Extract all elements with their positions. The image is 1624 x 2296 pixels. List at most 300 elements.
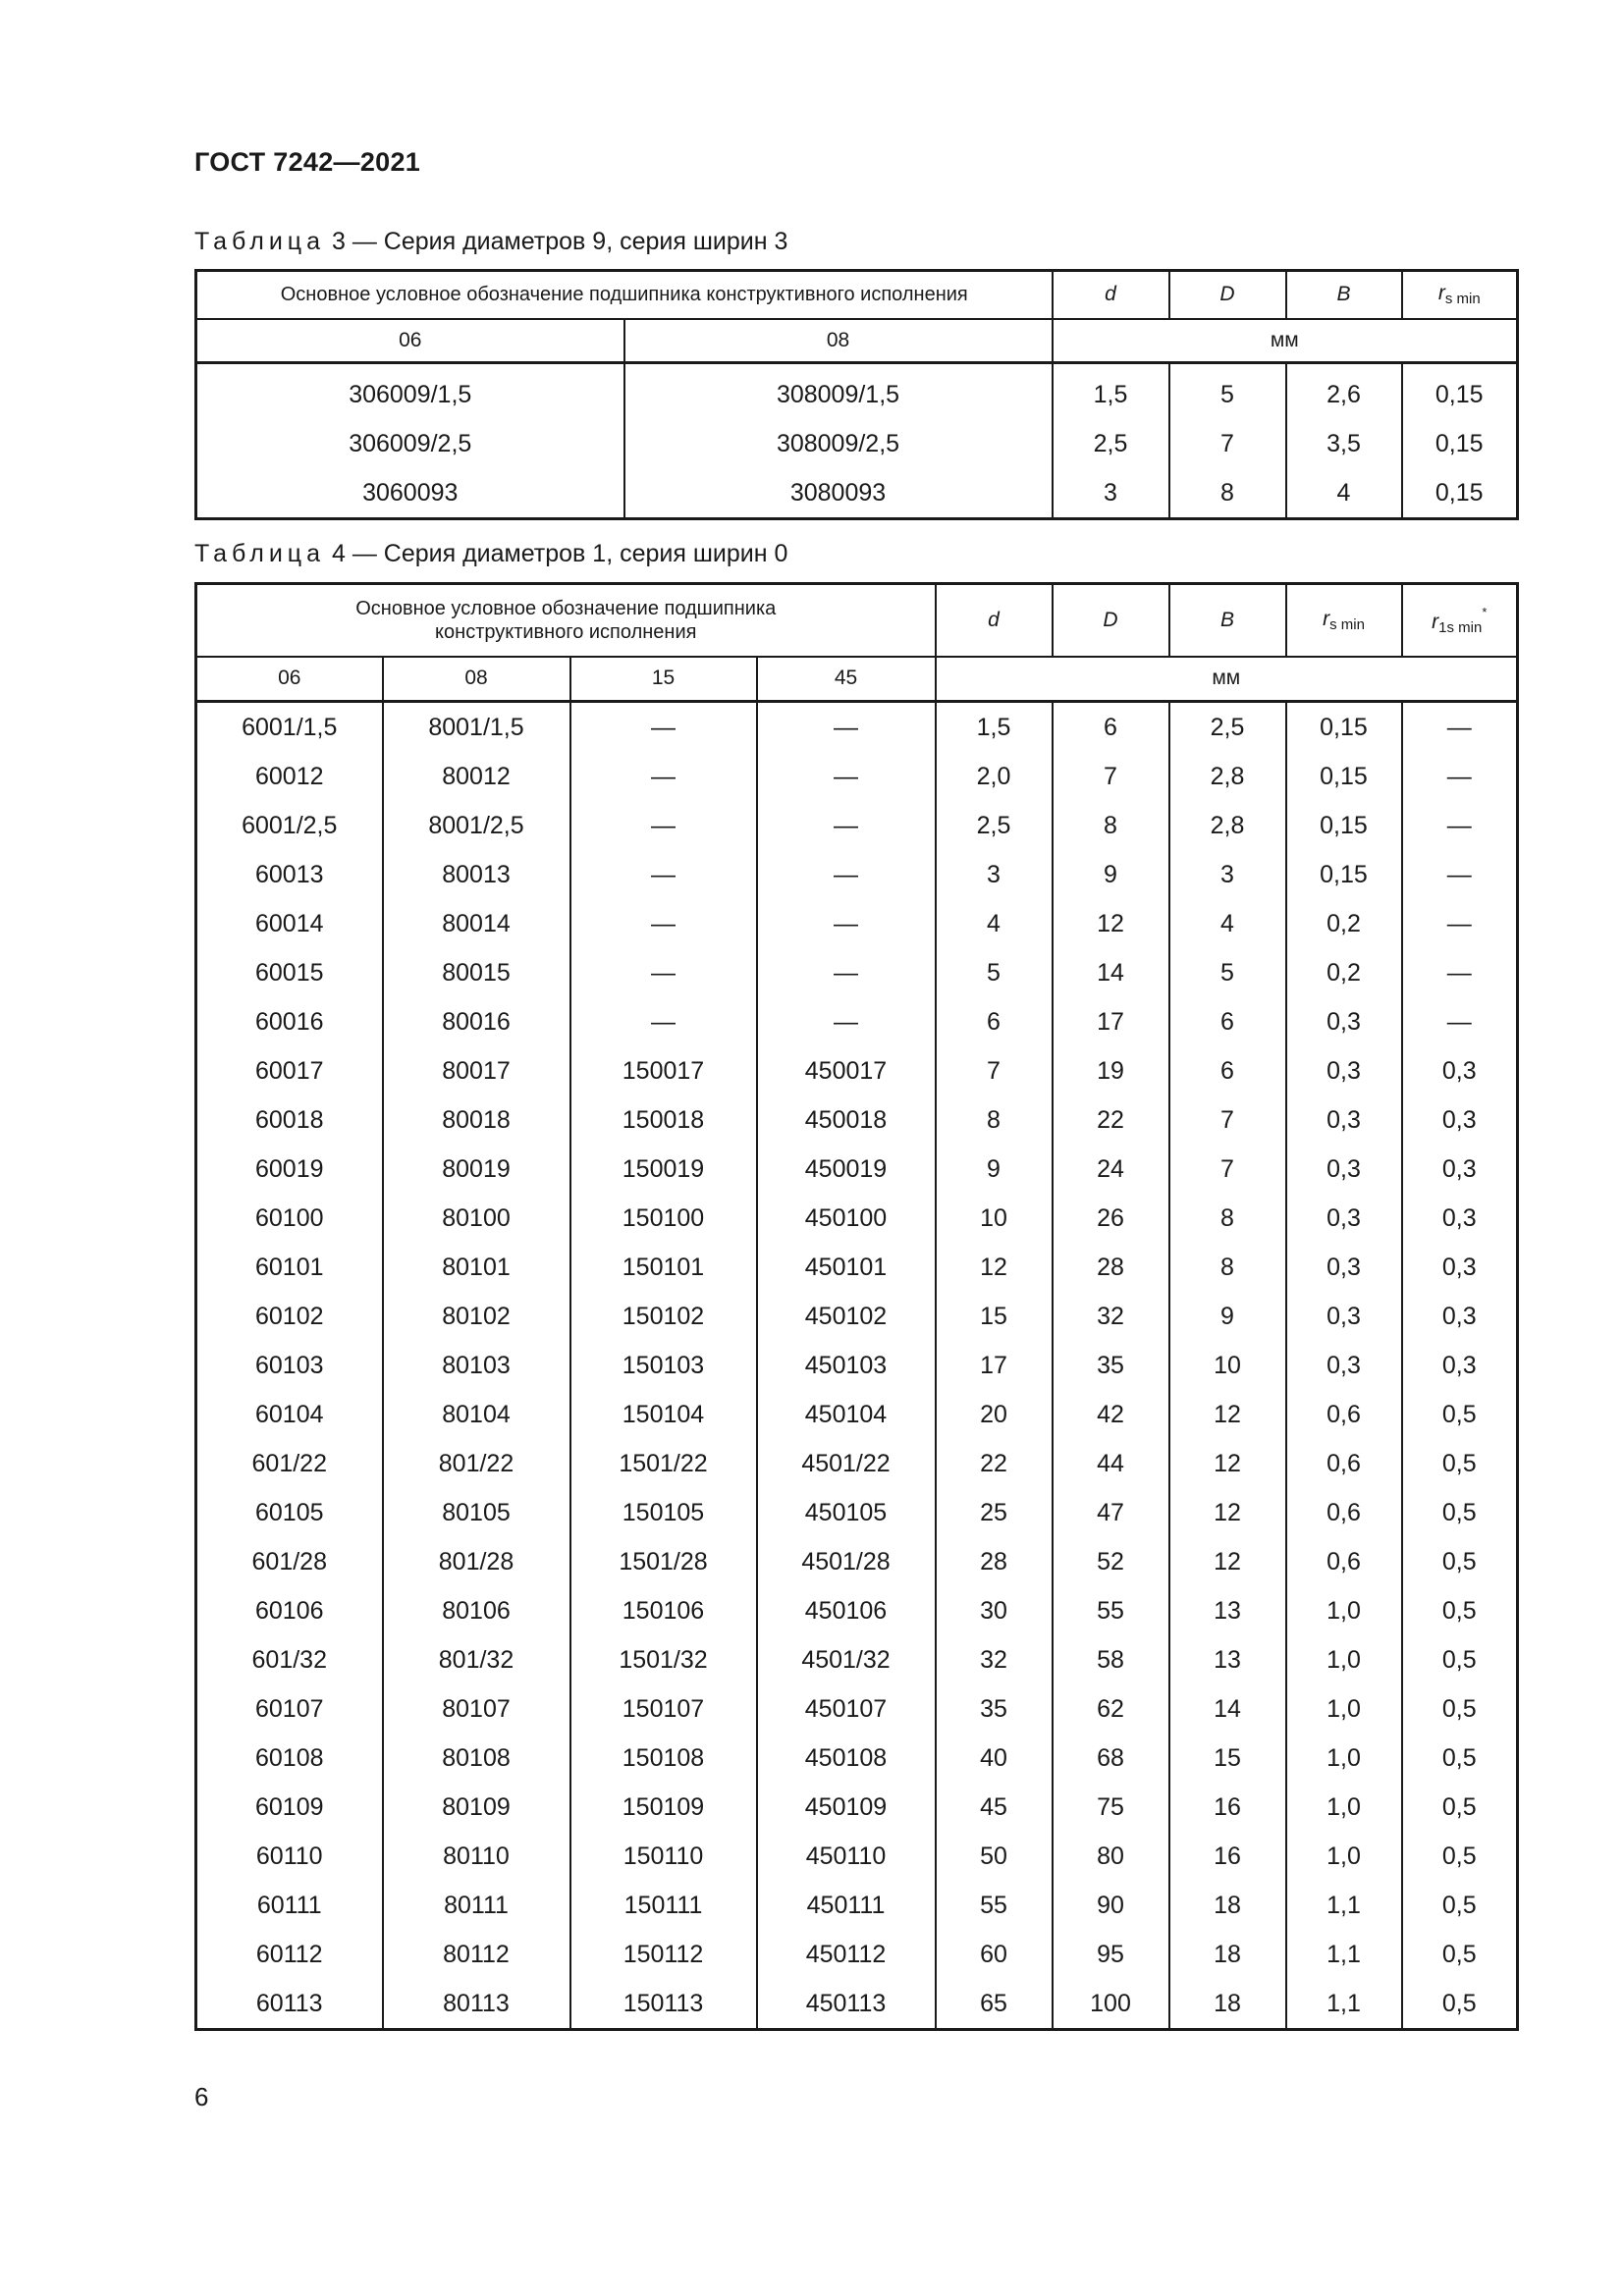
table-cell: 0,5 [1402, 1390, 1518, 1439]
table-4-caption [194, 540, 787, 568]
table-cell: 26 [1053, 1194, 1169, 1243]
table-row [196, 1586, 1518, 1635]
table-cell: 450109 [757, 1783, 936, 1832]
table-cell: 1,5 [1053, 363, 1169, 420]
table-cell: 9 [1053, 850, 1169, 899]
table-cell: 7 [936, 1046, 1053, 1095]
table-3-D-header [1169, 271, 1286, 319]
table-row [196, 1046, 1518, 1095]
table-cell: 0,3 [1286, 1095, 1402, 1145]
table-cell: 601/22 [196, 1439, 383, 1488]
table-cell: 6 [1169, 1046, 1286, 1095]
table-row [196, 1341, 1518, 1390]
table-cell: 60108 [196, 1734, 383, 1783]
table-cell: 4 [1169, 899, 1286, 948]
table-cell: — [570, 899, 757, 948]
table-cell: 20 [936, 1390, 1053, 1439]
table-cell: 150103 [570, 1341, 757, 1390]
table-cell: 601/32 [196, 1635, 383, 1684]
table-cell: 16 [1169, 1832, 1286, 1881]
table-4-code-15: 15 [570, 657, 757, 702]
table-cell: 90 [1053, 1881, 1169, 1930]
table-4-rs-min-header [1286, 584, 1402, 657]
table-cell: 7 [1053, 752, 1169, 801]
table-cell: 60013 [196, 850, 383, 899]
table-cell: 0,3 [1402, 1145, 1518, 1194]
table-cell: 18 [1169, 1979, 1286, 2030]
table-cell: 0,3 [1402, 1243, 1518, 1292]
table-cell: — [757, 948, 936, 997]
table-cell: 47 [1053, 1488, 1169, 1537]
table-4-d-symbol: d [988, 608, 1000, 631]
table-cell: 60014 [196, 899, 383, 948]
table-cell: 450108 [757, 1734, 936, 1783]
table-row [196, 1930, 1518, 1979]
table-row [196, 363, 1518, 420]
table-cell: 1,0 [1286, 1635, 1402, 1684]
table-cell: 15 [1169, 1734, 1286, 1783]
table-cell: 60110 [196, 1832, 383, 1881]
document-id: ГОСТ 7242—2021 [194, 147, 421, 177]
table-4-caption-word: Таблица [194, 540, 326, 567]
table-cell: 450105 [757, 1488, 936, 1537]
table-3-B-header [1286, 271, 1402, 319]
table-cell: — [570, 702, 757, 753]
table-cell: 16 [1169, 1783, 1286, 1832]
table-cell: 1,0 [1286, 1684, 1402, 1734]
table-cell: 10 [1169, 1341, 1286, 1390]
table-3-rs-subscript: s min [1444, 291, 1481, 308]
table-cell: 2,5 [1169, 702, 1286, 753]
table-cell: 8001/2,5 [383, 801, 570, 850]
table-cell: 0,15 [1286, 801, 1402, 850]
table-cell: 60100 [196, 1194, 383, 1243]
table-3-D-symbol: D [1219, 283, 1235, 306]
table-cell: 450017 [757, 1046, 936, 1095]
table-row [196, 1537, 1518, 1586]
table-cell: 12 [1053, 899, 1169, 948]
table-cell: 0,5 [1402, 1979, 1518, 2030]
table-cell: 8 [1169, 468, 1286, 519]
table-cell: 9 [1169, 1292, 1286, 1341]
table-cell: — [1402, 899, 1518, 948]
table-cell: 80015 [383, 948, 570, 997]
table-row [196, 1194, 1518, 1243]
table-cell: — [570, 948, 757, 997]
table-cell: 60109 [196, 1783, 383, 1832]
table-cell: 450101 [757, 1243, 936, 1292]
table-3-d-header [1053, 271, 1169, 319]
table-3-caption [194, 228, 787, 256]
table-row [196, 752, 1518, 801]
table-row [196, 801, 1518, 850]
table-row [196, 1243, 1518, 1292]
table-cell: 8 [1169, 1194, 1286, 1243]
table-cell: 4501/32 [757, 1635, 936, 1684]
table-cell: 0,15 [1286, 850, 1402, 899]
table-row [196, 1390, 1518, 1439]
table-cell: 0,5 [1402, 1684, 1518, 1734]
table-cell: 1,5 [936, 702, 1053, 753]
table-row [196, 1292, 1518, 1341]
table-cell: 60101 [196, 1243, 383, 1292]
table-cell: 0,5 [1402, 1439, 1518, 1488]
table-cell: 150109 [570, 1783, 757, 1832]
table-cell: 3 [1169, 850, 1286, 899]
table-cell: 0,15 [1402, 419, 1518, 468]
table-cell: 25 [936, 1488, 1053, 1537]
table-cell: 450018 [757, 1095, 936, 1145]
table-cell: 8001/1,5 [383, 702, 570, 753]
table-cell: — [570, 850, 757, 899]
table-cell: 80 [1053, 1832, 1169, 1881]
table-cell: 80106 [383, 1586, 570, 1635]
table-cell: 60019 [196, 1145, 383, 1194]
table-cell: 9 [936, 1145, 1053, 1194]
table-cell: 0,5 [1402, 1488, 1518, 1537]
table-cell: 150113 [570, 1979, 757, 2030]
table-cell: 150104 [570, 1390, 757, 1439]
table-cell: 80104 [383, 1390, 570, 1439]
table-4-unit: мм [936, 657, 1518, 702]
table-cell: 60107 [196, 1684, 383, 1734]
table-cell: 1,0 [1286, 1832, 1402, 1881]
table-cell: 450106 [757, 1586, 936, 1635]
table-row [196, 468, 1518, 519]
table-cell: 150107 [570, 1684, 757, 1734]
table-cell: 0,3 [1286, 1292, 1402, 1341]
table-cell: 1,0 [1286, 1783, 1402, 1832]
table-row [196, 419, 1518, 468]
table-cell: 8 [936, 1095, 1053, 1145]
table-3 [194, 269, 1519, 520]
table-cell: 150101 [570, 1243, 757, 1292]
table-cell: 0,3 [1402, 1292, 1518, 1341]
table-cell: 150019 [570, 1145, 757, 1194]
table-cell: 0,3 [1286, 1046, 1402, 1095]
table-cell: 12 [936, 1243, 1053, 1292]
table-3-rs-symbol: r [1437, 282, 1445, 305]
table-cell: 0,5 [1402, 1734, 1518, 1783]
table-cell: 80019 [383, 1145, 570, 1194]
table-cell: 2,8 [1169, 801, 1286, 850]
table-cell: 0,5 [1402, 1930, 1518, 1979]
table-cell: — [1402, 850, 1518, 899]
table-4-code-06: 06 [196, 657, 383, 702]
table-cell: 0,5 [1402, 1537, 1518, 1586]
table-cell: 35 [936, 1684, 1053, 1734]
table-cell: 60111 [196, 1881, 383, 1930]
table-cell: 62 [1053, 1684, 1169, 1734]
table-cell: 13 [1169, 1635, 1286, 1684]
table-cell: 60012 [196, 752, 383, 801]
table-3-rs-min-header [1402, 271, 1518, 319]
table-cell: 450100 [757, 1194, 936, 1243]
table-4-rs-subscript: s min [1329, 615, 1365, 633]
table-row [196, 1979, 1518, 2030]
table-4-r1s-footnote-mark: * [1482, 604, 1488, 619]
table-cell: 60103 [196, 1341, 383, 1390]
table-cell: 60113 [196, 1979, 383, 2030]
table-cell: 32 [936, 1635, 1053, 1684]
table-cell: 68 [1053, 1734, 1169, 1783]
table-cell: 601/28 [196, 1537, 383, 1586]
table-cell: 3060093 [196, 468, 624, 519]
table-cell: 0,3 [1286, 1145, 1402, 1194]
table-cell: 150017 [570, 1046, 757, 1095]
table-cell: 0,3 [1286, 997, 1402, 1046]
table-cell: 6001/1,5 [196, 702, 383, 753]
table-cell: 12 [1169, 1439, 1286, 1488]
table-3-designation-header: Основное условное обозначение подшипника конструктивного исполнения [196, 271, 1053, 319]
page-number: 6 [194, 2082, 209, 2111]
table-cell: 80016 [383, 997, 570, 1046]
table-cell: 60106 [196, 1586, 383, 1635]
table-cell: 0,5 [1402, 1881, 1518, 1930]
table-cell: 0,15 [1286, 752, 1402, 801]
table-cell: 40 [936, 1734, 1053, 1783]
table-cell: 450107 [757, 1684, 936, 1734]
table-cell: 6001/2,5 [196, 801, 383, 850]
table-cell: 10 [936, 1194, 1053, 1243]
table-row [196, 1832, 1518, 1881]
table-cell: — [757, 801, 936, 850]
table-cell: 8 [1169, 1243, 1286, 1292]
table-row [196, 948, 1518, 997]
table-row [196, 1684, 1518, 1734]
table-cell: 4 [1286, 468, 1402, 519]
table-cell: 0,3 [1402, 1046, 1518, 1095]
table-cell: 80100 [383, 1194, 570, 1243]
table-4-D-symbol: D [1103, 608, 1118, 631]
table-cell: 80103 [383, 1341, 570, 1390]
table-cell: 2,5 [936, 801, 1053, 850]
table-3-code-06: 06 [196, 319, 624, 363]
table-cell: 0,6 [1286, 1439, 1402, 1488]
table-cell: 80109 [383, 1783, 570, 1832]
table-cell: 308009/1,5 [624, 363, 1053, 420]
table-cell: — [1402, 948, 1518, 997]
table-cell: 150105 [570, 1488, 757, 1537]
table-cell: — [757, 997, 936, 1046]
table-cell: 12 [1169, 1537, 1286, 1586]
table-row [196, 1734, 1518, 1783]
table-cell: 65 [936, 1979, 1053, 2030]
table-cell: 7 [1169, 1145, 1286, 1194]
table-cell: — [570, 997, 757, 1046]
table-cell: 150106 [570, 1586, 757, 1635]
table-cell: 450102 [757, 1292, 936, 1341]
table-cell: 35 [1053, 1341, 1169, 1390]
table-cell: 28 [936, 1537, 1053, 1586]
table-cell: 150102 [570, 1292, 757, 1341]
table-4-code-08: 08 [383, 657, 570, 702]
table-cell: — [757, 850, 936, 899]
table-cell: — [757, 752, 936, 801]
table-cell: — [570, 801, 757, 850]
table-cell: 150108 [570, 1734, 757, 1783]
table-cell: 1,1 [1286, 1930, 1402, 1979]
table-cell: 28 [1053, 1243, 1169, 1292]
table-cell: 60016 [196, 997, 383, 1046]
table-cell: 150110 [570, 1832, 757, 1881]
table-cell: 7 [1169, 1095, 1286, 1145]
table-cell: 0,6 [1286, 1488, 1402, 1537]
table-cell: 0,6 [1286, 1537, 1402, 1586]
table-4-d-header [936, 584, 1053, 657]
table-cell: 8 [1053, 801, 1169, 850]
table-cell: 95 [1053, 1930, 1169, 1979]
table-row [196, 850, 1518, 899]
table-cell: 150100 [570, 1194, 757, 1243]
table-cell: 19 [1053, 1046, 1169, 1095]
table-cell: — [757, 702, 936, 753]
table-cell: 6 [1053, 702, 1169, 753]
table-row [196, 1783, 1518, 1832]
table-cell: 6 [1169, 997, 1286, 1046]
table-cell: 15 [936, 1292, 1053, 1341]
table-cell: 52 [1053, 1537, 1169, 1586]
table-cell: 75 [1053, 1783, 1169, 1832]
table-4-D-header [1053, 584, 1169, 657]
table-3-code-08: 08 [624, 319, 1053, 363]
table-cell: 450019 [757, 1145, 936, 1194]
table-cell: 7 [1169, 419, 1286, 468]
table-cell: — [1402, 702, 1518, 753]
table-cell: 0,5 [1402, 1783, 1518, 1832]
table-cell: 0,3 [1402, 1194, 1518, 1243]
table-cell: 60104 [196, 1390, 383, 1439]
table-cell: 306009/2,5 [196, 419, 624, 468]
table-cell: 60102 [196, 1292, 383, 1341]
table-cell: — [1402, 801, 1518, 850]
table-4-B-symbol: B [1219, 608, 1234, 631]
table-4-caption-text: 4 — Серия диаметров 1, серия ширин 0 [325, 540, 788, 567]
table-cell: 14 [1169, 1684, 1286, 1734]
table-cell: 0,3 [1402, 1341, 1518, 1390]
table-cell: 5 [936, 948, 1053, 997]
table-cell: 12 [1169, 1488, 1286, 1537]
table-cell: 0,3 [1286, 1243, 1402, 1292]
table-cell: 150112 [570, 1930, 757, 1979]
table-cell: 801/22 [383, 1439, 570, 1488]
table-cell: 60112 [196, 1930, 383, 1979]
table-cell: 5 [1169, 363, 1286, 420]
table-cell: 2,8 [1169, 752, 1286, 801]
table-cell: 0,3 [1402, 1095, 1518, 1145]
table-3-B-symbol: B [1336, 283, 1351, 306]
table-cell: 3,5 [1286, 419, 1402, 468]
table-4-r1s-min-header [1402, 584, 1518, 657]
table-cell: 0,5 [1402, 1635, 1518, 1684]
table-cell: 2,6 [1286, 363, 1402, 420]
table-cell: 80018 [383, 1095, 570, 1145]
table-cell: 1501/22 [570, 1439, 757, 1488]
table-cell: 4501/22 [757, 1439, 936, 1488]
table-cell: 100 [1053, 1979, 1169, 2030]
table-cell: 450104 [757, 1390, 936, 1439]
table-cell: 14 [1053, 948, 1169, 997]
table-cell: 55 [1053, 1586, 1169, 1635]
table-cell: 1501/28 [570, 1537, 757, 1586]
table-cell: 12 [1169, 1390, 1286, 1439]
table-cell: 2,0 [936, 752, 1053, 801]
table-cell: 30 [936, 1586, 1053, 1635]
table-cell: 0,2 [1286, 899, 1402, 948]
table-4-B-header [1169, 584, 1286, 657]
table-cell: 32 [1053, 1292, 1169, 1341]
table-4-r1s-symbol: r [1432, 610, 1439, 633]
table-cell: 60017 [196, 1046, 383, 1095]
table-cell: 80110 [383, 1832, 570, 1881]
table-cell: 0,15 [1402, 468, 1518, 519]
table-cell: 0,3 [1286, 1194, 1402, 1243]
table-row [196, 1488, 1518, 1537]
table-cell: 308009/2,5 [624, 419, 1053, 468]
table-cell: 80112 [383, 1930, 570, 1979]
table-cell: 18 [1169, 1881, 1286, 1930]
table-cell: 0,15 [1286, 702, 1402, 753]
table-3-caption-text: 3 — Серия диаметров 9, серия ширин 3 [325, 228, 788, 255]
table-3-d-symbol: d [1105, 283, 1116, 306]
table-cell: 450110 [757, 1832, 936, 1881]
table-cell: 42 [1053, 1390, 1169, 1439]
table-row [196, 1635, 1518, 1684]
table-cell: 801/28 [383, 1537, 570, 1586]
table-cell: 6 [936, 997, 1053, 1046]
table-cell: 150111 [570, 1881, 757, 1930]
table-cell: 0,5 [1402, 1586, 1518, 1635]
table-cell: 1,1 [1286, 1881, 1402, 1930]
table-3-body [196, 363, 1518, 519]
table-cell: — [1402, 997, 1518, 1046]
table-cell: 1,0 [1286, 1586, 1402, 1635]
table-cell: 4 [936, 899, 1053, 948]
table-cell: 1501/32 [570, 1635, 757, 1684]
table-cell: 80102 [383, 1292, 570, 1341]
table-cell: 60 [936, 1930, 1053, 1979]
table-4-body [196, 702, 1518, 2030]
table-cell: 50 [936, 1832, 1053, 1881]
table-4 [194, 582, 1519, 2031]
table-cell: 0,3 [1286, 1341, 1402, 1390]
table-cell: 24 [1053, 1145, 1169, 1194]
table-cell: 0,2 [1286, 948, 1402, 997]
table-cell: 450111 [757, 1881, 936, 1930]
table-4-code-45: 45 [757, 657, 936, 702]
table-cell: 58 [1053, 1635, 1169, 1684]
table-cell: 45 [936, 1783, 1053, 1832]
table-4-rs-symbol: r [1323, 607, 1330, 630]
table-cell: 5 [1169, 948, 1286, 997]
table-row [196, 1145, 1518, 1194]
table-cell: 80101 [383, 1243, 570, 1292]
table-cell: 17 [936, 1341, 1053, 1390]
table-cell: 80017 [383, 1046, 570, 1095]
table-cell: 1,1 [1286, 1979, 1402, 2030]
table-cell: 3 [936, 850, 1053, 899]
table-cell: 0,6 [1286, 1390, 1402, 1439]
table-4-designation-header [196, 584, 936, 657]
table-cell: — [1402, 752, 1518, 801]
table-cell: 801/32 [383, 1635, 570, 1684]
table-cell: 0,15 [1402, 363, 1518, 420]
table-row [196, 1881, 1518, 1930]
table-cell: 2,5 [1053, 419, 1169, 468]
table-cell: 150018 [570, 1095, 757, 1145]
table-cell: 80013 [383, 850, 570, 899]
table-row [196, 1439, 1518, 1488]
